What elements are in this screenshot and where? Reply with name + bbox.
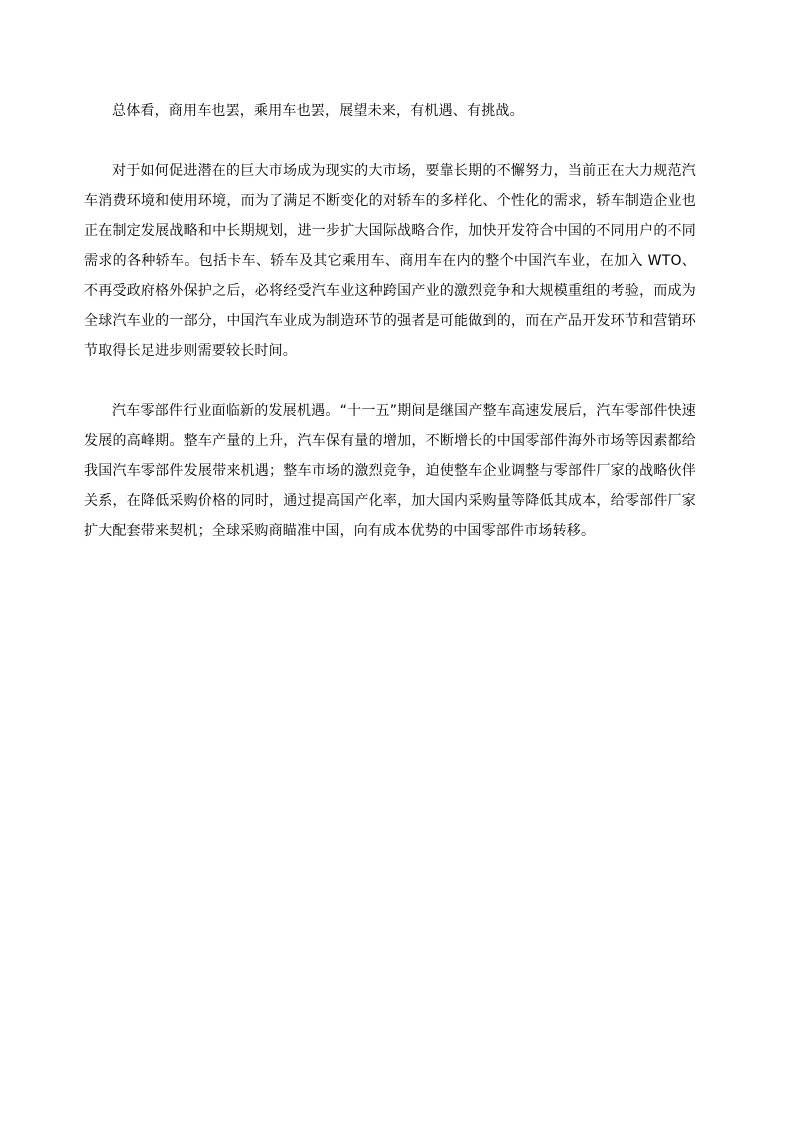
paragraph-market-development: 对于如何促进潜在的巨大市场成为现实的大市场，要靠长期的不懈努力，当前正在大力规范汽车消费环境和使用环境，而为了满足不断变化的对轿车的多样化、个性化的需求，轿车制造企业也正在制定发展战略和中长期规划，进一步扩大国际战略合作，加快开发符合中国的不同用户的不同需求的各种轿车。包括卡车、轿车及其它乘用车、商用车在内的整个中国汽车业，在加入 WTO、不再受政府格外保护之后，必将经受汽车业这种跨国产业的激烈竞争和大规模重组的考验，而成为全球汽车业的一部分，中国汽车业成为制造环节的强者是可能做到的，而在产品开发环节和营销环节取得长足进步则需要较长时间。 <box>84 163 696 359</box>
paragraph-parts-industry: 汽车零部件行业面临新的发展机遇。“十一五”期间是继国产整车高速发展后，汽车零部件快速发展的高峰期。整车产量的上升，汽车保有量的增加，不断增长的中国零部件海外市场等因素都给我国汽车零部件发展带来机遇；整车市场的激烈竞争，迫使整车企业调整与零部件厂家的战略伙伴关系，在降低采购价格的同时，通过提高国产化率，加大国内采购量等降低其成本，给零部件厂家扩大配套带来契机；全球采购商瞄准中国，向有成本优势的中国零部件市场转移。 <box>84 403 696 539</box>
paragraph-outlook: 总体看，商用车也罢，乘用车也罢，展望未来，有机遇、有挑战。 <box>112 103 524 119</box>
document-body <box>84 96 696 546</box>
